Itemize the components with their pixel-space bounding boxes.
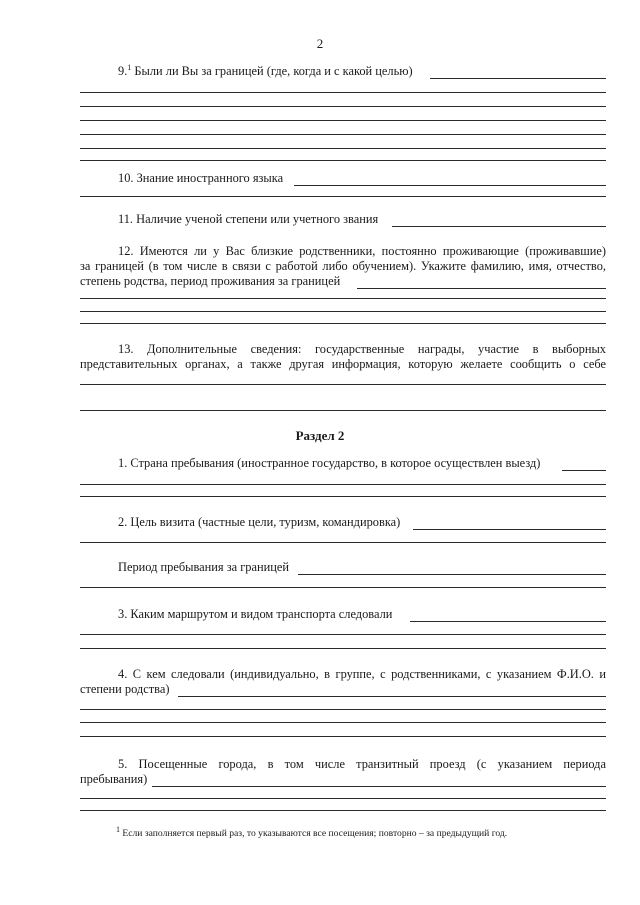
answer-line[interactable] — [80, 648, 606, 649]
answer-line[interactable] — [152, 786, 606, 787]
footnote — [116, 824, 508, 840]
answer-line[interactable] — [80, 311, 606, 312]
page-number: 2 — [316, 36, 324, 51]
answer-line[interactable] — [80, 736, 606, 737]
question-12-line-1: 12. Имеются ли у Вас близкие родственники, постоянно проживающие (проживавшие) — [118, 244, 606, 258]
answer-line[interactable] — [80, 106, 606, 107]
answer-line[interactable] — [562, 470, 606, 471]
question-9-number: 9. — [118, 64, 128, 78]
answer-line[interactable] — [392, 226, 606, 227]
footnote-reference: 1 — [127, 62, 132, 72]
answer-line[interactable] — [80, 634, 606, 635]
answer-line[interactable] — [80, 798, 606, 799]
answer-line[interactable] — [80, 496, 606, 497]
answer-line[interactable] — [410, 621, 606, 622]
section-2-question-5-line-1: 5. Посещенные города, в том числе транзитный проезд (с указанием периода — [118, 757, 606, 771]
question-9-label — [118, 64, 413, 79]
answer-line[interactable] — [413, 529, 606, 530]
answer-line[interactable] — [80, 384, 606, 385]
answer-line[interactable] — [80, 542, 606, 543]
question-12-line-2: за границей (в том числе в связи с работой либо обучением). Укажите фамилию, имя, отчество, — [80, 259, 606, 273]
section-2-question-2-label: 2. Цель визита (частные цели, туризм, командировка) — [118, 515, 401, 529]
answer-line[interactable] — [80, 298, 606, 299]
answer-line[interactable] — [80, 160, 606, 161]
answer-line[interactable] — [294, 185, 606, 186]
section-2-question-1-label: 1. Страна пребывания (иностранное государство, в которое осуществлен выезд) — [118, 456, 541, 470]
answer-line[interactable] — [80, 134, 606, 135]
question-13-line-2: представительных органах, а также другая информация, которую желаете сообщить о себе — [80, 357, 606, 371]
answer-line[interactable] — [298, 574, 606, 575]
answer-line[interactable] — [80, 709, 606, 710]
answer-line[interactable] — [80, 810, 606, 811]
section-2-question-5-line-2: пребывания) — [80, 772, 148, 786]
answer-line[interactable] — [80, 196, 606, 197]
question-9-text: Были ли Вы за границей (где, когда и с какой целью) — [134, 64, 413, 78]
stay-period-label: Период пребывания за границей — [118, 560, 290, 574]
question-13-line-1: 13. Дополнительные сведения: государственные награды, участие в выборных — [118, 342, 606, 356]
answer-line[interactable] — [80, 410, 606, 411]
answer-line[interactable] — [80, 148, 606, 149]
answer-line[interactable] — [80, 120, 606, 121]
answer-line[interactable] — [80, 92, 606, 93]
answer-line[interactable] — [80, 722, 606, 723]
answer-line[interactable] — [430, 78, 606, 79]
footnote-mark: 1 — [116, 824, 120, 834]
footnote-text: Если заполняется первый раз, то указываются все посещения; повторно – за предыдущий год. — [122, 828, 508, 839]
answer-line[interactable] — [357, 288, 606, 289]
answer-line[interactable] — [80, 587, 606, 588]
section-2-question-4-line-2: степени родства) — [80, 682, 170, 696]
question-10-label: 10. Знание иностранного языка — [118, 171, 284, 185]
section-2-heading: Раздел 2 — [295, 428, 345, 443]
answer-line[interactable] — [178, 696, 606, 697]
answer-line[interactable] — [80, 484, 606, 485]
question-12-line-3: степень родства, период проживания за границей — [80, 274, 341, 288]
section-2-question-3-label: 3. Каким маршрутом и видом транспорта следовали — [118, 607, 393, 621]
answer-line[interactable] — [80, 323, 606, 324]
section-2-question-4-line-1: 4. С кем следовали (индивидуально, в группе, с родственниками, с указанием Ф.И.О. и — [118, 667, 606, 681]
question-11-label: 11. Наличие ученой степени или учетного звания — [118, 212, 379, 226]
